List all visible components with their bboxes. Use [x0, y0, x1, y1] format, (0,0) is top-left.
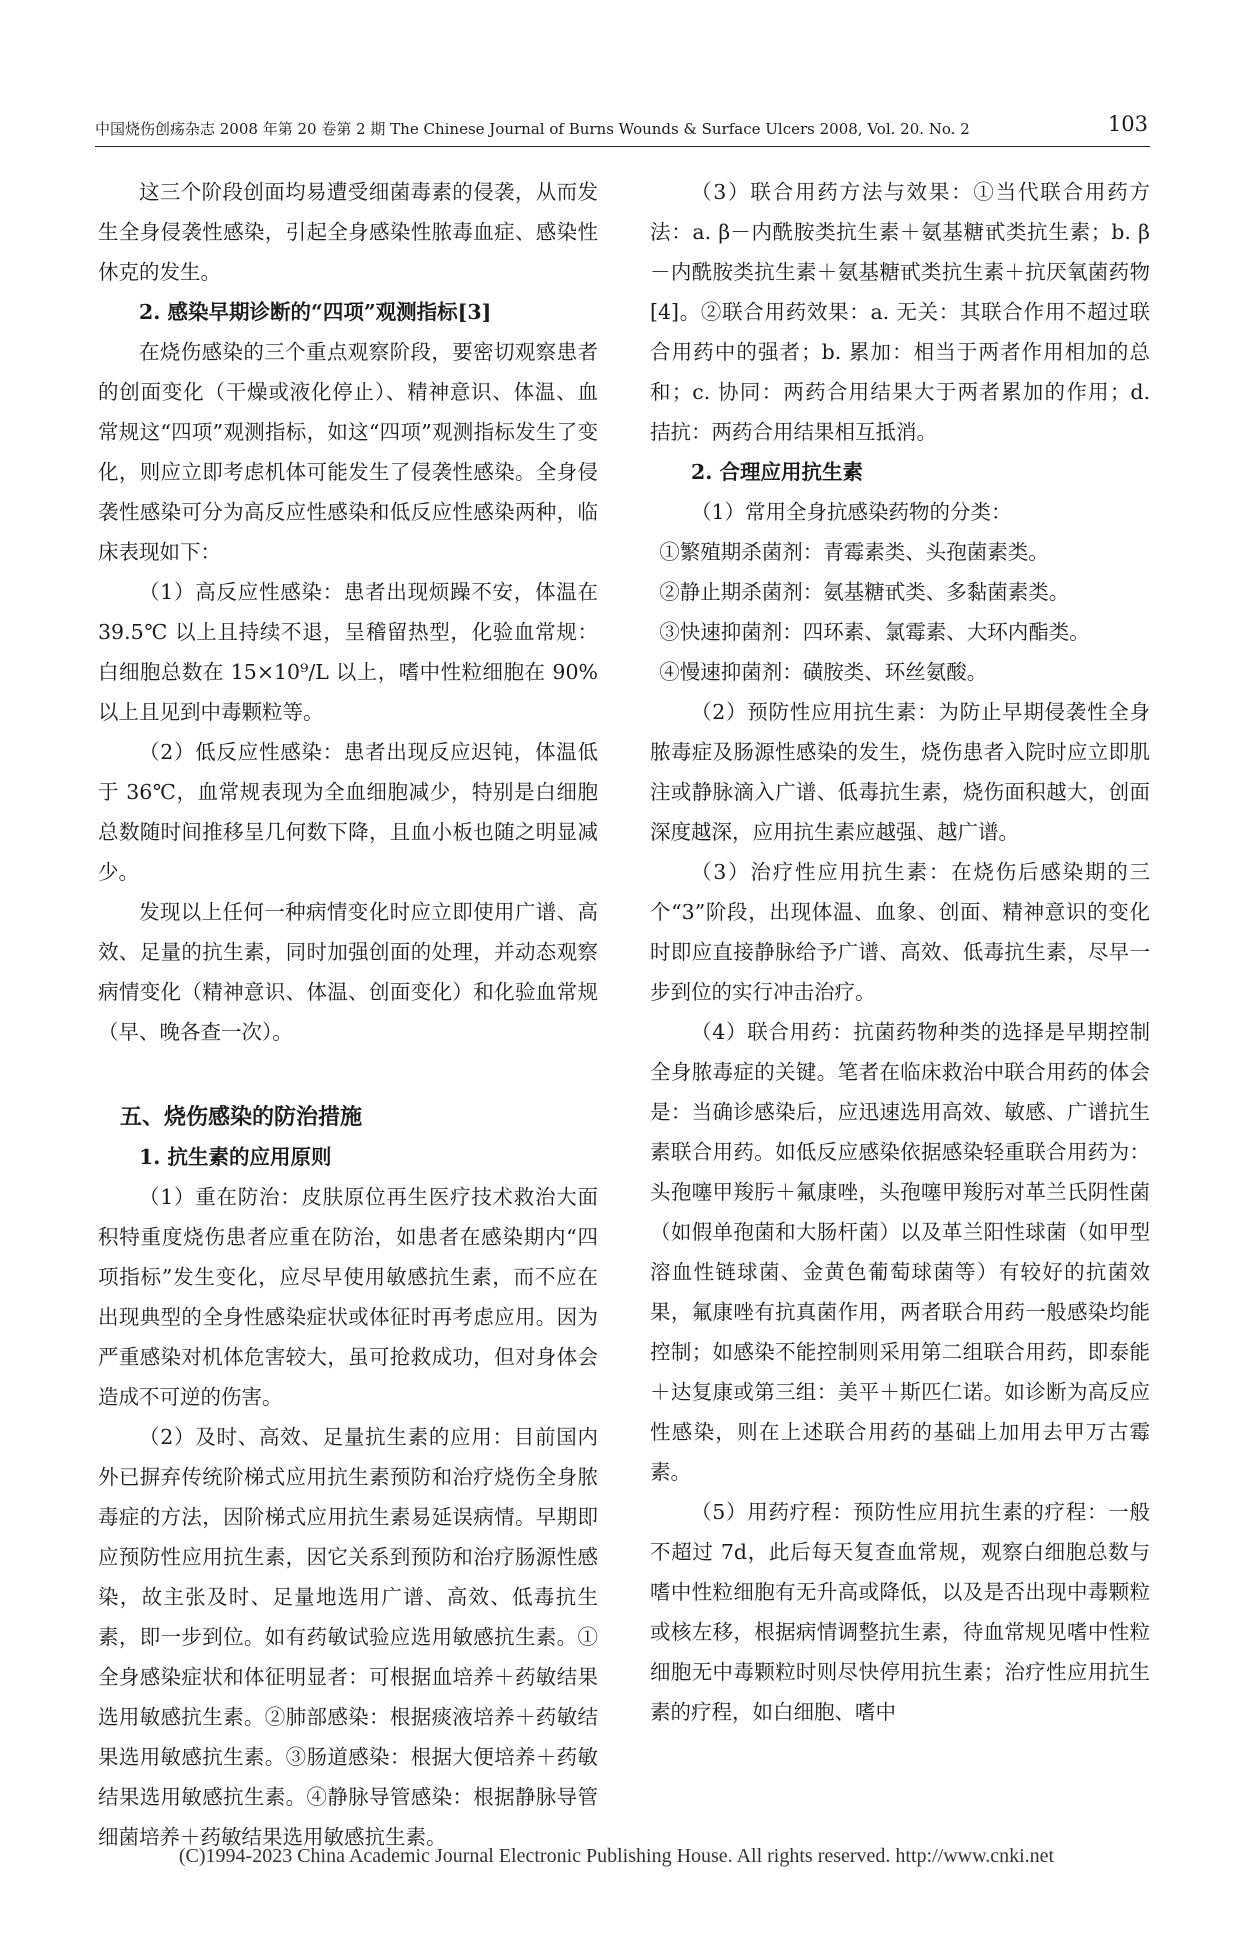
- paragraph: （2）低反应性感染：患者出现反应迟钝，体温低于 36℃，血常规表现为全血细胞减少，特别是白细胞总数随时间推移呈几何数下降，且血小板也随之明显减少。: [98, 740, 598, 884]
- subsection-heading: 2. 合理应用抗生素: [691, 460, 864, 484]
- paragraph: 发现以上任何一种病情变化时应立即使用广谱、高效、足量的抗生素，同时加强创面的处理，并动态观察病情变化（精神意识、体温、创面变化）和化验血常规（早、晚各查一次）。: [98, 900, 598, 1044]
- journal-header: 中国烧伤创疡杂志 2008 年第 20 卷第 2 期 The Chinese Journal of Burns Wounds & Surface Ulcers 2008, Vol. 20. No. 2: [95, 120, 970, 138]
- list-item: ②静止期杀菌剂：氨基糖甙类、多黏菌素类。: [659, 580, 1070, 604]
- list-item: ③快速抑菌剂：四环素、氯霉素、大环内酯类。: [659, 620, 1090, 644]
- list-item: ④慢速抑菌剂：磺胺类、环丝氨酸。: [659, 660, 988, 684]
- paragraph: （2）及时、高效、足量抗生素的应用：目前国内外已摒弃传统阶梯式应用抗生素预防和治疗烧伤全身脓毒症的方法，因阶梯式应用抗生素易延误病情。早期即应预防性应用抗生素，因它关系到预防和治疗肠源性感染，故主张及时、足量地选用广谱、高效、低毒抗生素，即一步到位。如有药敏试验应选用敏感抗生素。①全身感染症状和体征明显者：可根据血培养＋药敏结果选用敏感抗生素。②肺部感染：根据痰液培养＋药敏结果选用敏感抗生素。③肠道感染：根据大便培养＋药敏结果选用敏感抗生素。④静脉导管感染：根据静脉导管细菌培养＋药敏结果选用敏感抗生素。: [98, 1425, 598, 1849]
- left-column: [98, 172, 598, 1857]
- paragraph: 这三个阶段创面均易遭受细菌毒素的侵袭，从而发生全身侵袭性感染，引起全身感染性脓毒血症、感染性休克的发生。: [98, 180, 598, 284]
- paragraph: （4）联合用药：抗菌药物种类的选择是早期控制全身脓毒症的关键。笔者在临床救治中联合用药的体会是：当确诊感染后，应迅速选用高效、敏感、广谱抗生素联合用药。如低反应感染依据感染轻重联合用药为：头孢噻甲羧肟＋氟康唑，头孢噻甲羧肟对革兰氏阴性菌（如假单孢菌和大肠杆菌）以及革兰阳性球菌（如甲型溶血性链球菌、金黄色葡萄球菌等）有较好的抗菌效果，氟康唑有抗真菌作用，两者联合用药一般感染均能控制；如感染不能控制则采用第二组联合用药，即泰能＋达复康或第三组：美平＋斯匹仁诺。如诊断为高反应性感染，则在上述联合用药的基础上加用去甲万古霉素。: [650, 1020, 1150, 1484]
- copyright-footer: (C)1994-2023 China Academic Journal Electronic Publishing House. All rights reserved. http://www.cnki.net: [178, 1845, 1055, 1867]
- paragraph: （3）联合用药方法与效果：①当代联合用药方法：a. β－内酰胺类抗生素＋氨基糖甙类抗生素；b. β－内酰胺类抗生素＋氨基糖甙类抗生素＋抗厌氧菌药物[4]。②联合用药效果：a. 无关：其联合作用不超过联合用药中的强者；b. 累加：相当于两者作用相加的总和；c. 协同：两药合用结果大于两者累加的作用；d. 拮抗：两药合用结果相互抵消。: [650, 180, 1150, 444]
- paragraph: （2）预防性应用抗生素：为防止早期侵袭性全身脓毒症及肠源性感染的发生，烧伤患者入院时应立即肌注或静脉滴入广谱、低毒抗生素，烧伤面积越大，创面深度越深，应用抗生素应越强、越广谱。: [650, 700, 1150, 844]
- subsection-heading: 2. 感染早期诊断的“四项”观测指标[3]: [139, 300, 492, 324]
- running-header: [95, 112, 1150, 147]
- page-number: 103: [1107, 112, 1148, 136]
- section-heading: 五、烧伤感染的防治措施: [120, 1104, 363, 1130]
- right-column: [650, 172, 1150, 1732]
- paragraph: （3）治疗性应用抗生素：在烧伤后感染期的三个“3”阶段，出现体温、血象、创面、精神意识的变化时即应直接静脉给予广谱、高效、低毒抗生素，尽早一步到位的实行冲击治疗。: [650, 860, 1150, 1004]
- subsection-heading: 1. 抗生素的应用原则: [139, 1145, 332, 1169]
- list-item: ①繁殖期杀菌剂：青霉素类、头孢菌素类。: [659, 540, 1049, 564]
- paragraph: （1）常用全身抗感染药物的分类：: [691, 500, 1012, 524]
- paragraph: （5）用药疗程：预防性应用抗生素的疗程：一般不超过 7d，此后每天复查血常规，观察白细胞总数与嗜中性粒细胞有无升高或降低，以及是否出现中毒颗粒或核左移，根据病情调整抗生素，待血常规见嗜中性粒细胞无中毒颗粒时则尽快停用抗生素；治疗性应用抗生素的疗程，如白细胞、嗜中: [650, 1500, 1150, 1724]
- paragraph: （1）重在防治：皮肤原位再生医疗技术救治大面积特重度烧伤患者应重在防治，如患者在感染期内“四项指标”发生变化，应尽早使用敏感抗生素，而不应在出现典型的全身性感染症状或体征时再考虑应用。因为严重感染对机体危害较大，虽可抢救成功，但对身体会造成不可逆的伤害。: [98, 1185, 598, 1409]
- paragraph: （1）高反应性感染：患者出现烦躁不安，体温在 39.5℃ 以上且持续不退，呈稽留热型，化验血常规：白细胞总数在 15×10⁹/L 以上，嗜中性粒细胞在 90% 以上且见到中毒颗粒等。: [98, 580, 598, 724]
- paragraph: 在烧伤感染的三个重点观察阶段，要密切观察患者的创面变化（干燥或液化停止）、精神意识、体温、血常规这“四项”观测指标，如这“四项”观测指标发生了变化，则应立即考虑机体可能发生了侵袭性感染。全身侵袭性感染可分为高反应性感染和低反应性感染两种，临床表现如下：: [98, 340, 598, 564]
